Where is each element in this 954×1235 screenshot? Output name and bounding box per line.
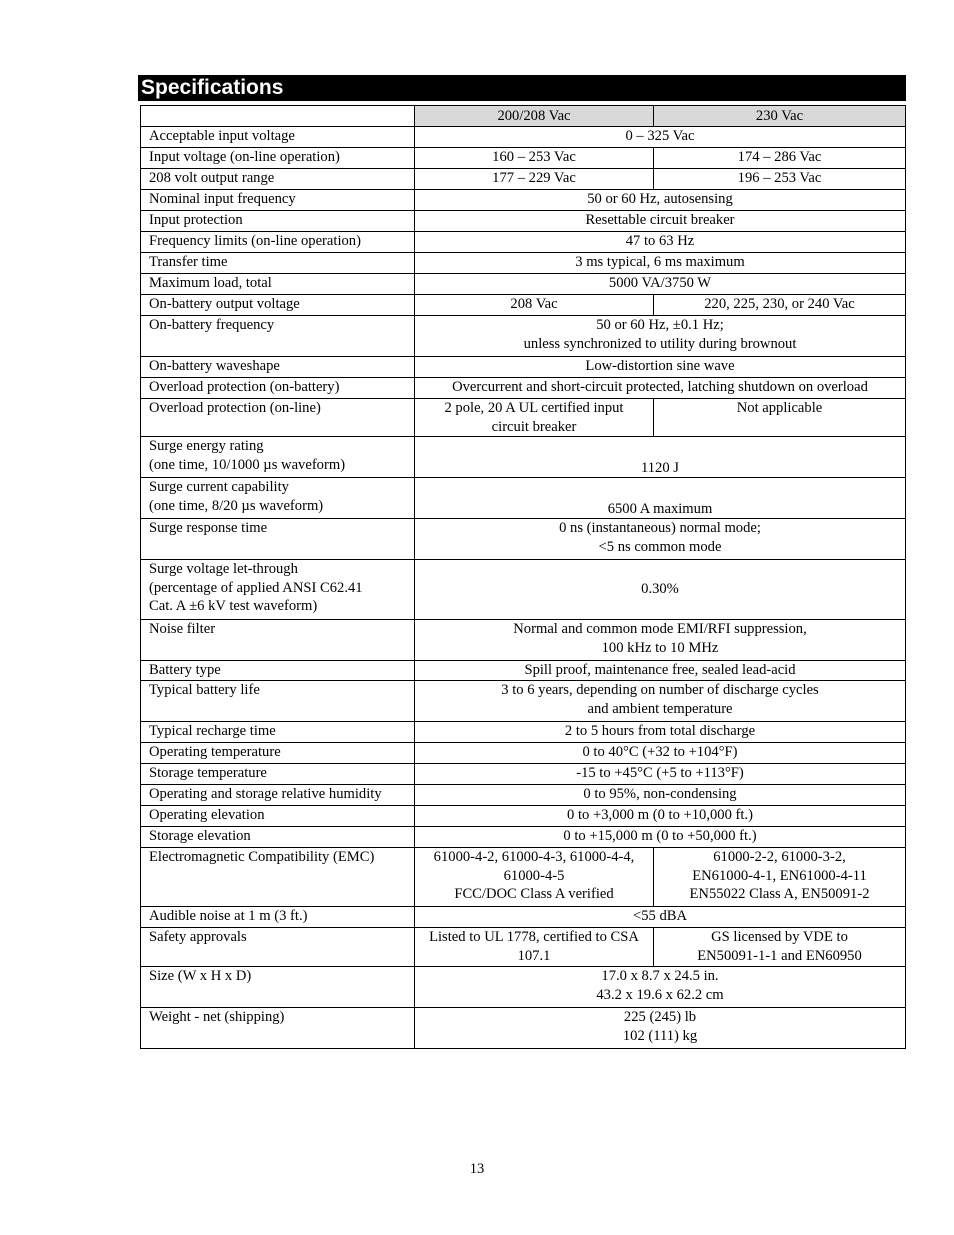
- row-value: 6500 A maximum: [415, 478, 906, 519]
- row-label: 208 volt output range: [141, 169, 415, 190]
- row-label: Input voltage (on-line operation): [141, 148, 415, 169]
- value-line: 50 or 60 Hz, ±0.1 Hz;: [596, 317, 724, 333]
- row-value: 0 to 95%, non-condensing: [415, 785, 906, 806]
- row-value: 50 or 60 Hz, autosensing: [415, 190, 906, 211]
- value-line: 17.0 x 8.7 x 24.5 in.: [601, 968, 719, 984]
- row-value-230: 174 – 286 Vac: [654, 148, 906, 169]
- value-line: Normal and common mode EMI/RFI suppression,: [513, 621, 807, 637]
- row-label: Battery type: [141, 661, 415, 681]
- table-row: [141, 928, 906, 967]
- row-value: Resettable circuit breaker: [415, 211, 906, 232]
- label-line: Surge voltage let-through: [149, 561, 298, 577]
- row-value: 5000 VA/3750 W: [415, 274, 906, 295]
- table-row: [141, 620, 906, 661]
- table-row: [141, 357, 906, 378]
- row-label: On-battery output voltage: [141, 295, 415, 316]
- header-230-vac: 230 Vac: [654, 106, 906, 127]
- table-row: [141, 743, 906, 764]
- table-row: [141, 295, 906, 316]
- row-label: Input protection: [141, 211, 415, 232]
- row-value: 2 to 5 hours from total discharge: [415, 722, 906, 743]
- value-line: GS licensed by VDE to: [711, 929, 848, 945]
- table-row: [141, 848, 906, 907]
- table-row: [141, 764, 906, 785]
- row-value-230: 220, 225, 230, or 240 Vac: [654, 295, 906, 316]
- table-row: [141, 437, 906, 478]
- row-value: 0 to +3,000 m (0 to +10,000 ft.): [415, 806, 906, 827]
- table-row: [141, 560, 906, 620]
- table-row: [141, 1008, 906, 1049]
- table-row: [141, 967, 906, 1008]
- value-line: EN61000-4-1, EN61000-4-11: [692, 867, 867, 884]
- table-row: [141, 478, 906, 519]
- label-line: (percentage of applied ANSI C62.41: [149, 579, 363, 596]
- value-line: 2 pole, 20 A UL certified input: [444, 400, 624, 416]
- row-value: [415, 967, 906, 1008]
- table-row: [141, 907, 906, 928]
- value-line: EN55022 Class A, EN50091-2: [689, 886, 870, 902]
- label-line: Cat. A ±6 kV test waveform): [149, 598, 318, 614]
- table-row: [141, 827, 906, 848]
- row-label: Electromagnetic Compatibility (EMC): [141, 848, 415, 907]
- row-value: 1120 J: [415, 437, 906, 478]
- row-value: 0.30%: [415, 560, 906, 620]
- header-empty-cell: [141, 106, 415, 127]
- table-row: [141, 253, 906, 274]
- section-title: Specifications: [138, 75, 906, 101]
- row-value-230: [654, 928, 906, 967]
- table-row: [141, 519, 906, 560]
- value-line: 107.1: [517, 947, 551, 964]
- label-line: Surge current capability: [149, 479, 289, 495]
- row-label: Audible noise at 1 m (3 ft.): [141, 907, 415, 928]
- page-number: 13: [469, 1161, 485, 1177]
- value-line: 3 to 6 years, depending on number of discharge cycles: [501, 682, 819, 698]
- value-line: 61000-4-5: [503, 867, 565, 884]
- row-value-208: 208 Vac: [415, 295, 654, 316]
- row-value-230: [654, 848, 906, 907]
- specifications-table: [140, 105, 906, 1049]
- table-row: [141, 378, 906, 399]
- table-row: [141, 274, 906, 295]
- row-value: Low-distortion sine wave: [415, 357, 906, 378]
- row-label: Safety approvals: [141, 928, 415, 967]
- value-line: and ambient temperature: [587, 700, 733, 717]
- value-line: <5 ns common mode: [598, 538, 722, 555]
- table-row: [141, 722, 906, 743]
- row-value: [415, 620, 906, 661]
- row-value: [415, 681, 906, 722]
- row-label: Weight - net (shipping): [141, 1008, 415, 1049]
- row-value: [415, 316, 906, 357]
- table-header-row: [141, 106, 906, 127]
- value-line: circuit breaker: [491, 418, 577, 435]
- row-label: Storage elevation: [141, 827, 415, 848]
- value-line: Listed to UL 1778, certified to CSA: [429, 929, 639, 945]
- label-line: (one time, 8/20 µs waveform): [149, 497, 324, 514]
- header-200-208-vac: 200/208 Vac: [415, 106, 654, 127]
- value-line: unless synchronized to utility during brownout: [523, 335, 797, 352]
- row-value: 0 – 325 Vac: [415, 127, 906, 148]
- table-row: [141, 127, 906, 148]
- row-value-230: Not applicable: [654, 399, 906, 437]
- row-label: Operating elevation: [141, 806, 415, 827]
- row-value: 0 to +15,000 m (0 to +50,000 ft.): [415, 827, 906, 848]
- row-label: Typical battery life: [141, 681, 415, 722]
- table-row: [141, 148, 906, 169]
- row-label: Overload protection (on-battery): [141, 378, 415, 399]
- value-line: 61000-4-2, 61000-4-3, 61000-4-4,: [433, 849, 635, 865]
- table-row: [141, 316, 906, 357]
- row-label: [141, 437, 415, 478]
- row-label: [141, 560, 415, 620]
- label-line: (one time, 10/1000 µs waveform): [149, 456, 346, 473]
- value-line: 102 (111) kg: [622, 1027, 698, 1044]
- row-label: Operating temperature: [141, 743, 415, 764]
- row-label: Transfer time: [141, 253, 415, 274]
- row-label: Operating and storage relative humidity: [141, 785, 415, 806]
- table-row: [141, 190, 906, 211]
- table-row: [141, 232, 906, 253]
- value-line: 0 ns (instantaneous) normal mode;: [559, 520, 761, 536]
- table-row: [141, 681, 906, 722]
- row-label: Surge response time: [141, 519, 415, 560]
- row-value: Overcurrent and short-circuit protected, latching shutdown on overload: [415, 378, 906, 399]
- row-value: [415, 1008, 906, 1049]
- table-row: [141, 806, 906, 827]
- row-label: On-battery waveshape: [141, 357, 415, 378]
- row-value-208: [415, 399, 654, 437]
- row-value: <55 dBA: [415, 907, 906, 928]
- value-line: FCC/DOC Class A verified: [454, 886, 614, 902]
- row-label: Nominal input frequency: [141, 190, 415, 211]
- row-label: [141, 478, 415, 519]
- row-label: Noise filter: [141, 620, 415, 661]
- value-line: 43.2 x 19.6 x 62.2 cm: [596, 986, 724, 1003]
- table-row: [141, 661, 906, 681]
- row-value: 0 to 40°C (+32 to +104°F): [415, 743, 906, 764]
- row-label: Size (W x H x D): [141, 967, 415, 1008]
- row-label: Frequency limits (on-line operation): [141, 232, 415, 253]
- row-label: On-battery frequency: [141, 316, 415, 357]
- row-value: 47 to 63 Hz: [415, 232, 906, 253]
- row-label: Storage temperature: [141, 764, 415, 785]
- row-value-230: 196 – 253 Vac: [654, 169, 906, 190]
- table-row: [141, 169, 906, 190]
- row-value: [415, 519, 906, 560]
- value-line: 225 (245) lb: [623, 1009, 697, 1025]
- row-label: Typical recharge time: [141, 722, 415, 743]
- row-value: 3 ms typical, 6 ms maximum: [415, 253, 906, 274]
- row-value-208: 160 – 253 Vac: [415, 148, 654, 169]
- row-value: -15 to +45°C (+5 to +113°F): [415, 764, 906, 785]
- value-line: EN50091-1-1 and EN60950: [697, 947, 862, 964]
- row-label: Overload protection (on-line): [141, 399, 415, 437]
- value-line: 61000-2-2, 61000-3-2,: [713, 849, 846, 865]
- row-label: Acceptable input voltage: [141, 127, 415, 148]
- table-row: [141, 785, 906, 806]
- row-value-208: 177 – 229 Vac: [415, 169, 654, 190]
- table-row: [141, 399, 906, 437]
- row-value-208: [415, 928, 654, 967]
- row-label: Maximum load, total: [141, 274, 415, 295]
- label-line: Surge energy rating: [149, 438, 264, 454]
- row-value-208: [415, 848, 654, 907]
- table-row: [141, 211, 906, 232]
- row-value: Spill proof, maintenance free, sealed lead-acid: [415, 661, 906, 681]
- value-line: 100 kHz to 10 MHz: [601, 639, 719, 656]
